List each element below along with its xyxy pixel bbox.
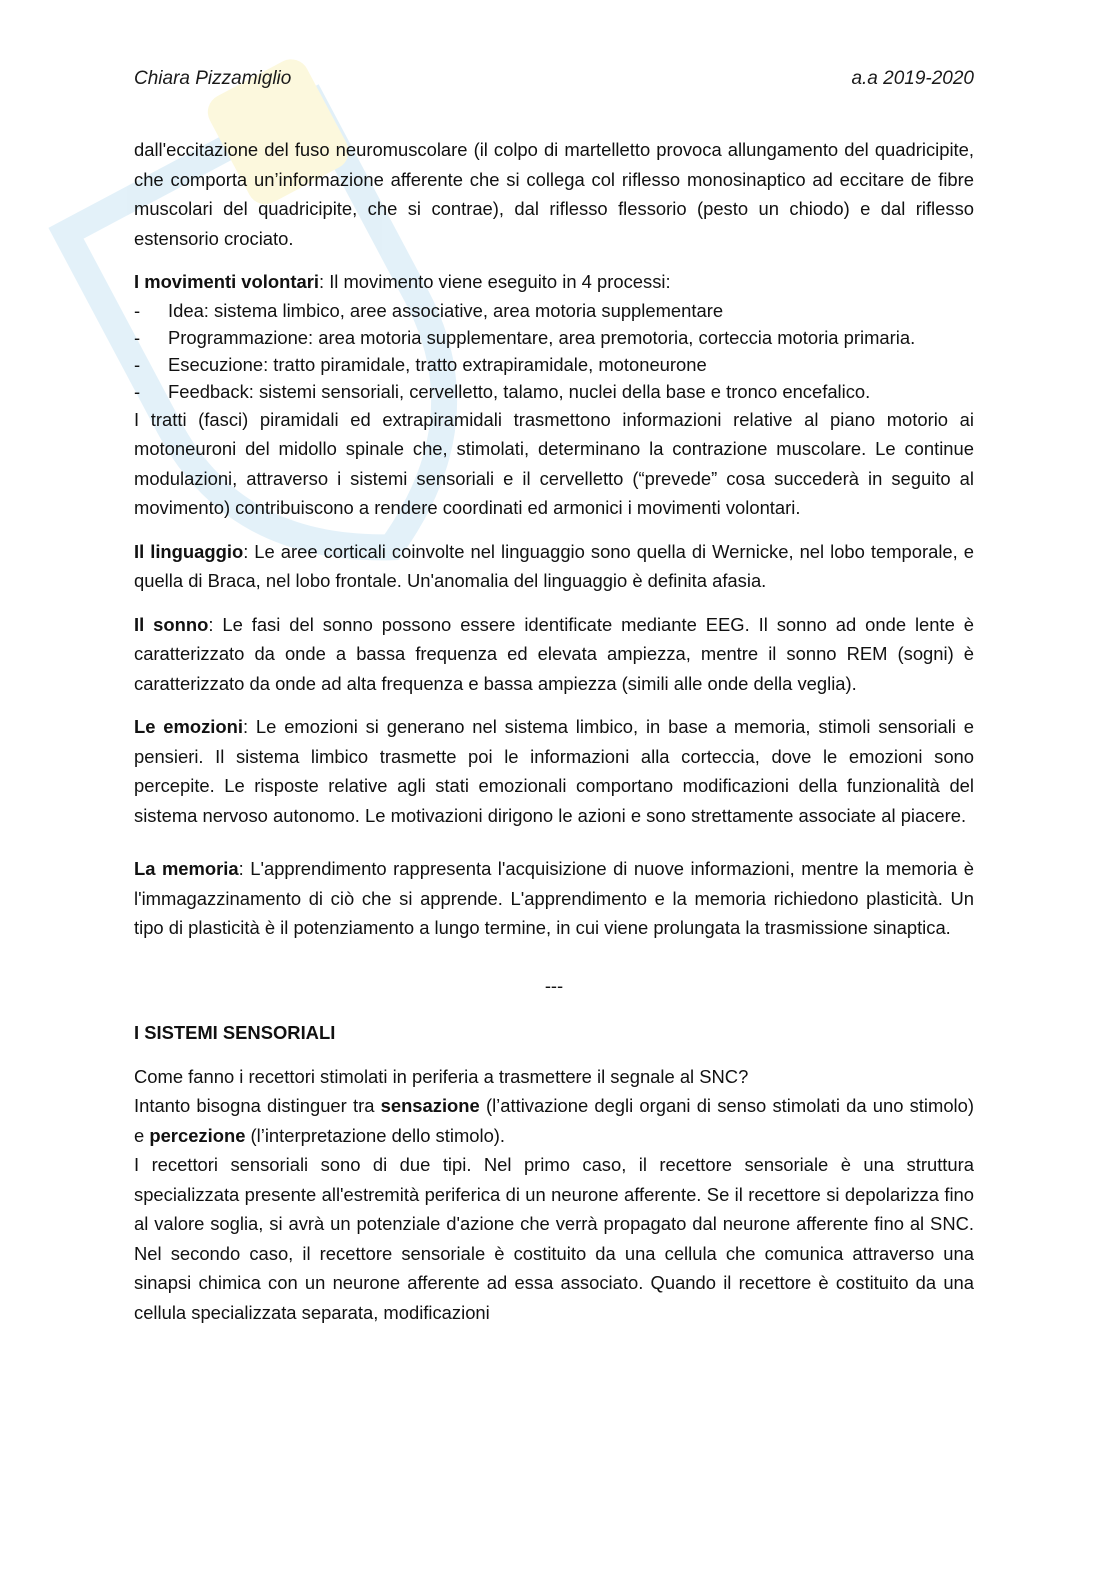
term-movimenti-volontari: I movimenti volontari	[134, 271, 319, 292]
term-sonno: Il sonno	[134, 613, 209, 635]
process-feedback: Feedback: sistemi sensoriali, cervelletto, talamo, nuclei della base e tronco encefalico.	[168, 380, 871, 402]
section-title: I SISTEMI SENSORIALI	[134, 1022, 336, 1043]
paragraph-recettori: I recettori sensoriali sono di due tipi. Nel primo caso, il recettore sensoriale è una struttura specializzata presente all'estremità periferica di un neurone afferente. Se il recettore si depolarizza fino al valore soglia, si avrà un potenziale d'azione che verrà propagato dal neurone afferente fino al SNC. Nel secondo caso, il recettore sensoriale è costituito da una cellula che comunica attraverso una sinapsi chimica con un neurone afferente ad essa associato. Quando il recettore è costituito da una cellula specializzata separata, modificazioni	[134, 1154, 974, 1323]
term-sensazione: sensazione	[380, 1095, 480, 1116]
term-memoria: La memoria	[134, 858, 239, 879]
academic-year: a.a 2019-2020	[851, 68, 974, 89]
paragraph-emozioni	[134, 712, 974, 830]
paragraph-question: Come fanno i recettori stimolati in periferia a trasmettere il segnale al SNC?	[134, 1065, 749, 1087]
list-item	[134, 297, 974, 324]
movimenti-volontari-text: : Il movimento viene eseguito in 4 processi:	[318, 271, 671, 292]
list-marker: -	[134, 380, 141, 402]
list-item	[134, 351, 974, 378]
process-esecuzione: Esecuzione: tratto piramidale, tratto extrapiramidale, motoneurone	[168, 353, 707, 375]
paragraph-memoria	[134, 854, 974, 943]
paragraph-movimenti-volontari-intro	[134, 267, 974, 297]
paragraph-sensazione-percezione	[134, 1091, 974, 1150]
paragraph-riflessi: dall'eccitazione del fuso neuromuscolare (il colpo di martelletto provoca allungamento del quadricipite, che comporta un’informazione afferente che si collega col riflesso monosinaptico ad eccitare de fibre muscolari del quadricipite, che si contrae), dal riflesso flessorio (pesto un chiodo) e dal riflesso estensorio crociato.	[134, 139, 974, 249]
page-header	[134, 68, 974, 96]
list-marker: -	[134, 353, 141, 375]
list-item	[134, 324, 974, 351]
distinguish-text-b: (l’attivazione degli organi di senso stimolati da uno stimolo) e	[134, 1095, 974, 1146]
emozioni-text: : Le emozioni si generano nel sistema limbico, in base a memoria, stimoli sensoriali e pensieri. Il sistema limbico trasmette poi le informazioni alla corteccia, dove le emozioni sono percepite. Le risposte relative agli stati emozionali comportano modificazioni della funzionalità del sistema nervoso autonomo. Le motivazioni dirigono le azioni e sono strettamente associate al piacere.	[134, 716, 974, 826]
paragraph-tratti: I tratti (fasci) piramidali ed extrapiramidali trasmettono informazioni relative al piano motorio ai motoneuroni del midollo spinale che, stimolati, determinano la contrazione muscolare. Le continue modulazioni, attraverso i sistemi sensoriali e il cervelletto (“prevede” cosa succederà in seguito al movimento) contribuiscono a rendere coordinati ed armonici i movimenti volontari.	[134, 408, 974, 518]
process-idea: Idea: sistema limbico, aree associative, area motoria supplementare	[168, 299, 724, 321]
author-name: Chiara Pizzamiglio	[134, 68, 292, 89]
sonno-text: : Le fasi del sonno possono essere identificate mediante EEG. Il sonno ad onde lente è caratterizzato da onde a bassa frequenza ed elevata ampiezza, mentre il sonno REM (sogni) è caratterizzato da onde ad alta frequenza e bassa ampiezza (simili alle onde della veglia).	[134, 613, 974, 694]
term-percezione: percezione	[149, 1124, 246, 1146]
process-list	[134, 297, 974, 405]
linguaggio-text: : Le aree corticali coinvolte nel linguaggio sono quella di Wernicke, nel lobo temporale, e quella di Braca, nel lobo frontale. Un'anomalia del linguaggio è definita afasia.	[134, 540, 974, 591]
memoria-text: : L'apprendimento rappresenta l'acquisizione di nuove informazioni, mentre la memoria è l'immagazzinamento di ciò che si apprende. L'apprendimento e la memoria richiedono plasticità. Un tipo di plasticità è il potenziamento a lungo termine, in cui viene prolungata la trasmissione sinaptica.	[134, 858, 974, 938]
section-separator: ---	[544, 974, 564, 996]
paragraph-linguaggio	[134, 537, 974, 596]
process-programmazione: Programmazione: area motoria supplementare, area premotoria, corteccia motoria primaria.	[168, 326, 916, 348]
list-marker: -	[134, 299, 141, 321]
list-item	[134, 378, 974, 405]
distinguish-text-a: Intanto bisogna distinguer tra	[134, 1095, 381, 1116]
term-linguaggio: Il linguaggio	[134, 540, 244, 562]
paragraph-sonno	[134, 610, 974, 699]
distinguish-text-c: (l’interpretazione dello stimolo).	[245, 1124, 506, 1146]
list-marker: -	[134, 326, 141, 348]
term-emozioni: Le emozioni	[134, 716, 243, 737]
document-body	[134, 135, 974, 1327]
